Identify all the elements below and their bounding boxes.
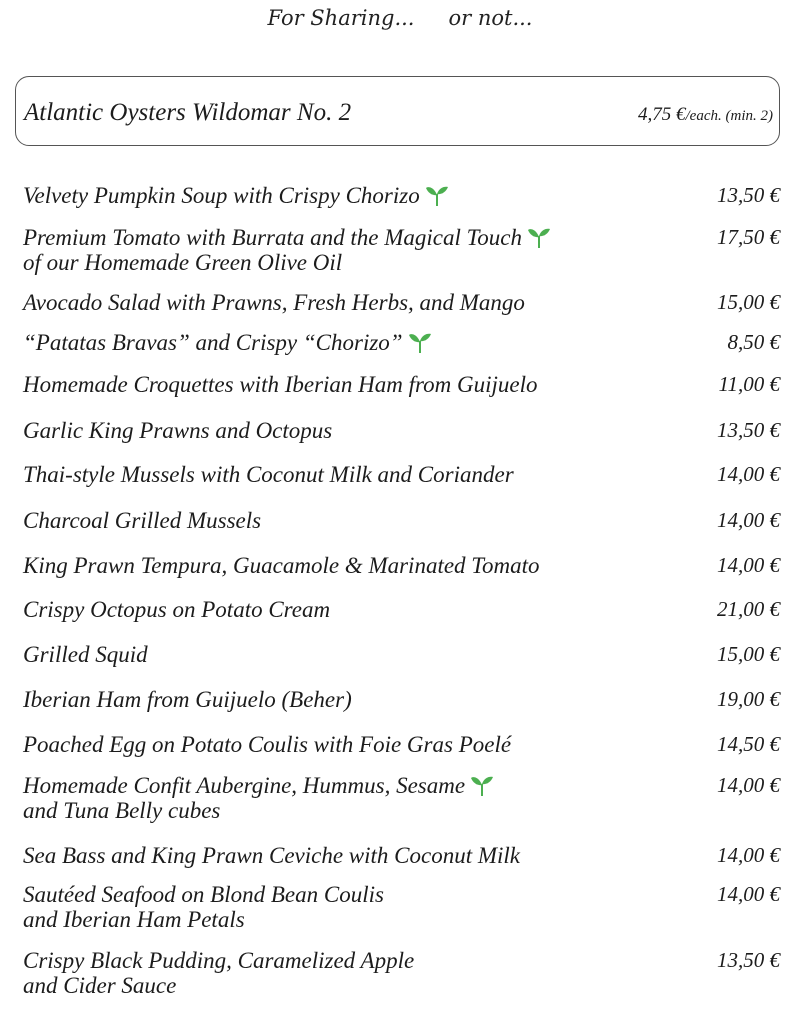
vegetarian-sprout-icon (526, 225, 552, 249)
menu-item (23, 843, 780, 868)
menu-item-name (23, 462, 688, 487)
menu-item-name-line1: Thai-style Mussels with Coconut Milk and Coriander (23, 462, 514, 487)
menu-item-name-line1: Poached Egg on Potato Coulis with Foie Gras Poelé (23, 732, 512, 757)
menu-item-name (23, 508, 688, 533)
menu-item (23, 732, 780, 757)
menu-item-name-line2: and Cider Sauce (23, 973, 177, 998)
menu-item-name-line1: Homemade Croquettes with Iberian Ham from Guijuelo (23, 372, 538, 397)
menu-item (23, 882, 780, 932)
featured-item-name: Atlantic Oysters Wildomar No. 2 (24, 99, 352, 126)
menu-item-name-line2: and Tuna Belly cubes (23, 798, 221, 823)
featured-item-price (638, 104, 773, 126)
menu-item-price: 13,50 € (717, 948, 780, 972)
menu-item-price: 13,50 € (717, 418, 780, 442)
vegetarian-sprout-icon (469, 773, 495, 797)
menu-item-price: 17,50 € (717, 225, 780, 249)
vegetarian-sprout-icon (407, 330, 433, 354)
menu-item-price: 19,00 € (717, 687, 780, 711)
menu-item (23, 225, 780, 275)
menu-item-name (23, 732, 688, 757)
menu-item-name (23, 290, 688, 315)
menu-item-price: 14,00 € (717, 553, 780, 577)
menu-item-price: 15,00 € (717, 642, 780, 666)
menu-item-price: 14,50 € (717, 732, 780, 756)
menu-item-name-line1: Crispy Octopus on Potato Cream (23, 597, 331, 622)
menu-item (23, 508, 780, 533)
menu-item-name-line1: Avocado Salad with Prawns, Fresh Herbs, and Mango (23, 290, 525, 315)
menu-item (23, 418, 780, 443)
menu-item-price: 14,00 € (717, 843, 780, 867)
menu-item-name-line1: “Patatas Bravas” and Crispy “Chorizo” (23, 330, 403, 355)
menu-item-name-line1: Homemade Confit Aubergine, Hummus, Sesame (23, 773, 466, 798)
menu-item-price: 14,00 € (717, 508, 780, 532)
menu-item-name-line2: and Iberian Ham Petals (23, 907, 245, 932)
menu-item (23, 290, 780, 315)
menu-item-price: 14,00 € (717, 462, 780, 486)
menu-item-price: 8,50 € (727, 330, 780, 354)
menu-item-name (23, 225, 688, 275)
menu-item-price: 21,00 € (717, 597, 780, 621)
menu-item-name-line1: Velvety Pumpkin Soup with Crispy Chorizo (23, 183, 420, 208)
menu-item-name (23, 642, 688, 667)
menu-item (23, 553, 780, 578)
menu-item-name (23, 418, 688, 443)
featured-item-box (15, 76, 780, 146)
menu-item (23, 330, 780, 355)
menu-item-price: 11,00 € (718, 372, 780, 396)
header-right-text: or not... (448, 6, 533, 30)
menu-item-name-line1: Sautéed Seafood on Blond Bean Coulis (23, 882, 384, 907)
menu-item (23, 372, 780, 397)
menu-item-name (23, 948, 688, 998)
header-left-text: For Sharing... (267, 6, 415, 30)
menu-item-name-line1: Garlic King Prawns and Octopus (23, 418, 333, 443)
menu-item (23, 948, 780, 998)
menu-item (23, 773, 780, 823)
featured-price-unit: /each. (min. 2) (685, 108, 773, 124)
menu-item-name (23, 372, 688, 397)
menu-item-name (23, 773, 688, 823)
menu-item (23, 687, 780, 712)
menu-item-name-line1: King Prawn Tempura, Guacamole & Marinated Tomato (23, 553, 540, 578)
menu-item-price: 14,00 € (717, 882, 780, 906)
menu-item-price: 14,00 € (717, 773, 780, 797)
menu-item-name-line1: Iberian Ham from Guijuelo (Beher) (23, 687, 352, 712)
menu-item-name-line1: Grilled Squid (23, 642, 148, 667)
menu-item-name-line1: Crispy Black Pudding, Caramelized Apple (23, 948, 415, 973)
menu-item (23, 183, 780, 208)
menu-item-name (23, 597, 688, 622)
menu-item (23, 462, 780, 487)
menu-item-name (23, 882, 688, 932)
menu-item (23, 597, 780, 622)
menu-item-name-line1: Charcoal Grilled Mussels (23, 508, 262, 533)
featured-price-value: 4,75 € (638, 104, 686, 125)
menu-item-name (23, 843, 688, 868)
menu-item-name (23, 183, 688, 208)
menu-item-name (23, 687, 688, 712)
menu-section-header (0, 6, 800, 30)
menu-item (23, 642, 780, 667)
vegetarian-sprout-icon (424, 183, 450, 207)
menu-item-name-line1: Premium Tomato with Burrata and the Magical Touch (23, 225, 522, 250)
menu-item-price: 13,50 € (717, 183, 780, 207)
menu-item-name-line2: of our Homemade Green Olive Oil (23, 250, 343, 275)
menu-item-name (23, 330, 688, 355)
menu-item-name (23, 553, 688, 578)
menu-item-name-line1: Sea Bass and King Prawn Ceviche with Coconut Milk (23, 843, 521, 868)
menu-item-price: 15,00 € (717, 290, 780, 314)
